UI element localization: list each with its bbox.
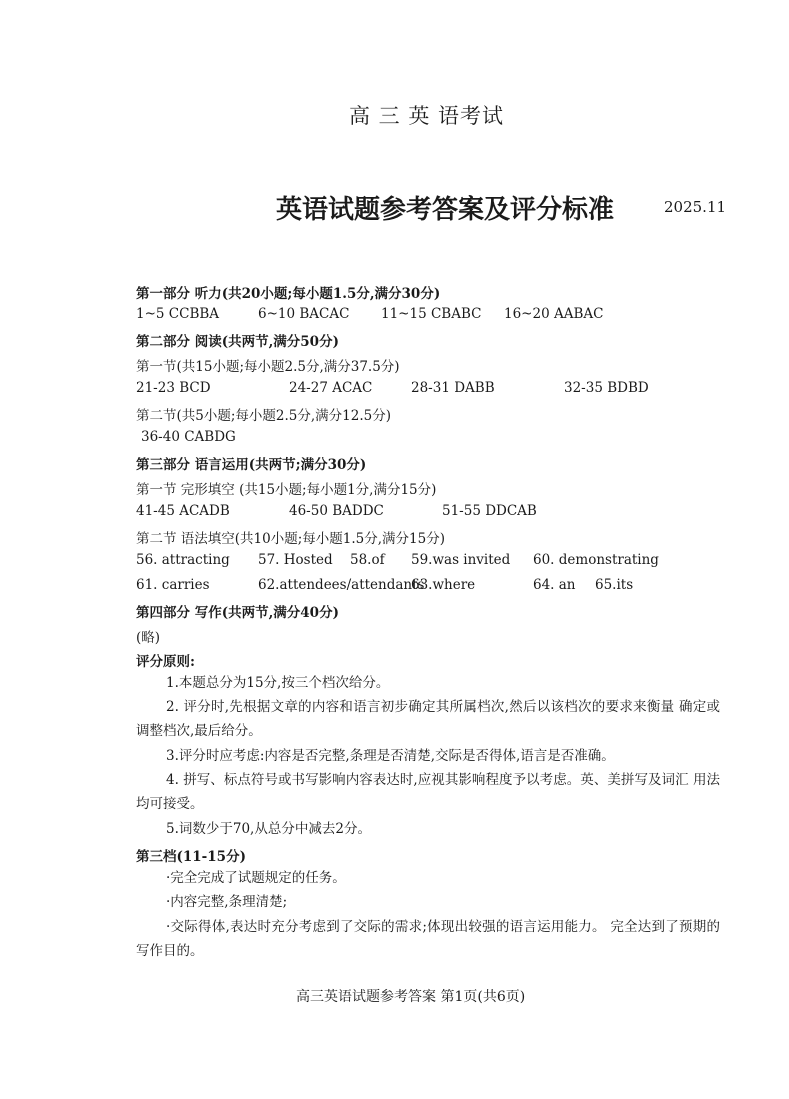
answer-group: 16~20 AABAC: [504, 306, 604, 322]
answer-group: 32-35 BDBD: [564, 380, 649, 396]
answer-group: 1~5 CCBBA: [136, 306, 220, 322]
principle-item: 3.评分时应考虑:内容是否完整,条理是否清楚,交际是否得体,语言是否准确。: [166, 748, 615, 764]
part3-section1-heading: 第一节 完形填空 (共15小题;每小题1分,满分15分): [136, 482, 437, 498]
principle-item: 1.本题总分为15分,按三个档次给分。: [166, 675, 390, 691]
omitted-note: (略): [136, 630, 161, 646]
exam-date: 2025.11: [664, 198, 727, 216]
part3-heading: 第三部分 语言运用(共两节;满分30分): [136, 457, 367, 473]
level3-item: ·完全完成了试题规定的任务。: [166, 870, 346, 886]
level3-heading: 第三档(11-15分): [136, 849, 246, 865]
part1-heading: 第一部分 听力(共20小题;每小题1.5分,满分30分): [136, 286, 441, 302]
grammar-answer: 60. demonstrating: [533, 552, 659, 568]
answer-group: 24-27 ACAC: [289, 380, 373, 396]
part3-section2-heading: 第二节 语法填空(共10小题;每小题1.5分,满分15分): [136, 531, 445, 547]
exam-title: 高 三 英 语考试: [349, 104, 505, 128]
answer-group: 36-40 CABDG: [141, 429, 236, 445]
answer-group: 51-55 DDCAB: [442, 503, 537, 519]
grammar-answer: 61. carries: [136, 577, 210, 593]
answer-group: 46-50 BADDC: [289, 503, 384, 519]
part2-heading: 第二部分 阅读(共两节,满分50分): [136, 334, 339, 350]
principles-heading: 评分原则:: [136, 654, 195, 670]
grammar-answer: 65.its: [595, 577, 634, 593]
grammar-answer: 62.attendees/attendants: [258, 577, 425, 593]
answer-group: 41-45 ACADB: [136, 503, 230, 519]
part4-heading: 第四部分 写作(共两节,满分40分): [136, 605, 339, 621]
grammar-answer: 64. an: [533, 577, 576, 593]
principle-item: 2. 评分时,先根据文章的内容和语言初步确定其所属档次,然后以该档次的要求来衡量 确定或调整档次,最后给分。: [136, 699, 720, 739]
principle-item: 4. 拼写、标点符号或书写影响内容表达时,应视其影响程度予以考虑。英、美拼写及词汇 用法均可接受。: [136, 772, 720, 812]
part2-section2-heading: 第二节(共5小题;每小题2.5分,满分12.5分): [136, 408, 391, 424]
level3-item: ·交际得体,表达时充分考虑到了交际的需求;体现出较强的语言运用能力。 完全达到了预期的写作目的。: [136, 919, 720, 959]
grammar-answer: 57. Hosted: [258, 552, 333, 568]
answer-group: 11~15 CBABC: [381, 306, 482, 322]
grammar-answer: 58.of: [350, 552, 385, 568]
level3-item: ·内容完整,条理清楚;: [166, 894, 288, 910]
grammar-answer: 63.where: [411, 577, 476, 593]
grammar-answer: 56. attracting: [136, 552, 230, 568]
answer-group: 6~10 BACAC: [258, 306, 350, 322]
main-title: 英语试题参考答案及评分标准: [276, 195, 615, 225]
page-footer: 高三英语试题参考答案 第1页(共6页): [296, 989, 526, 1005]
part2-section1-heading: 第一节(共15小题;每小题2.5分,满分37.5分): [136, 359, 400, 375]
grammar-answer: 59.was invited: [411, 552, 511, 568]
answer-group: 21-23 BCD: [136, 380, 211, 396]
principle-item: 5.词数少于70,从总分中减去2分。: [166, 821, 371, 837]
answer-group: 28-31 DABB: [411, 380, 495, 396]
